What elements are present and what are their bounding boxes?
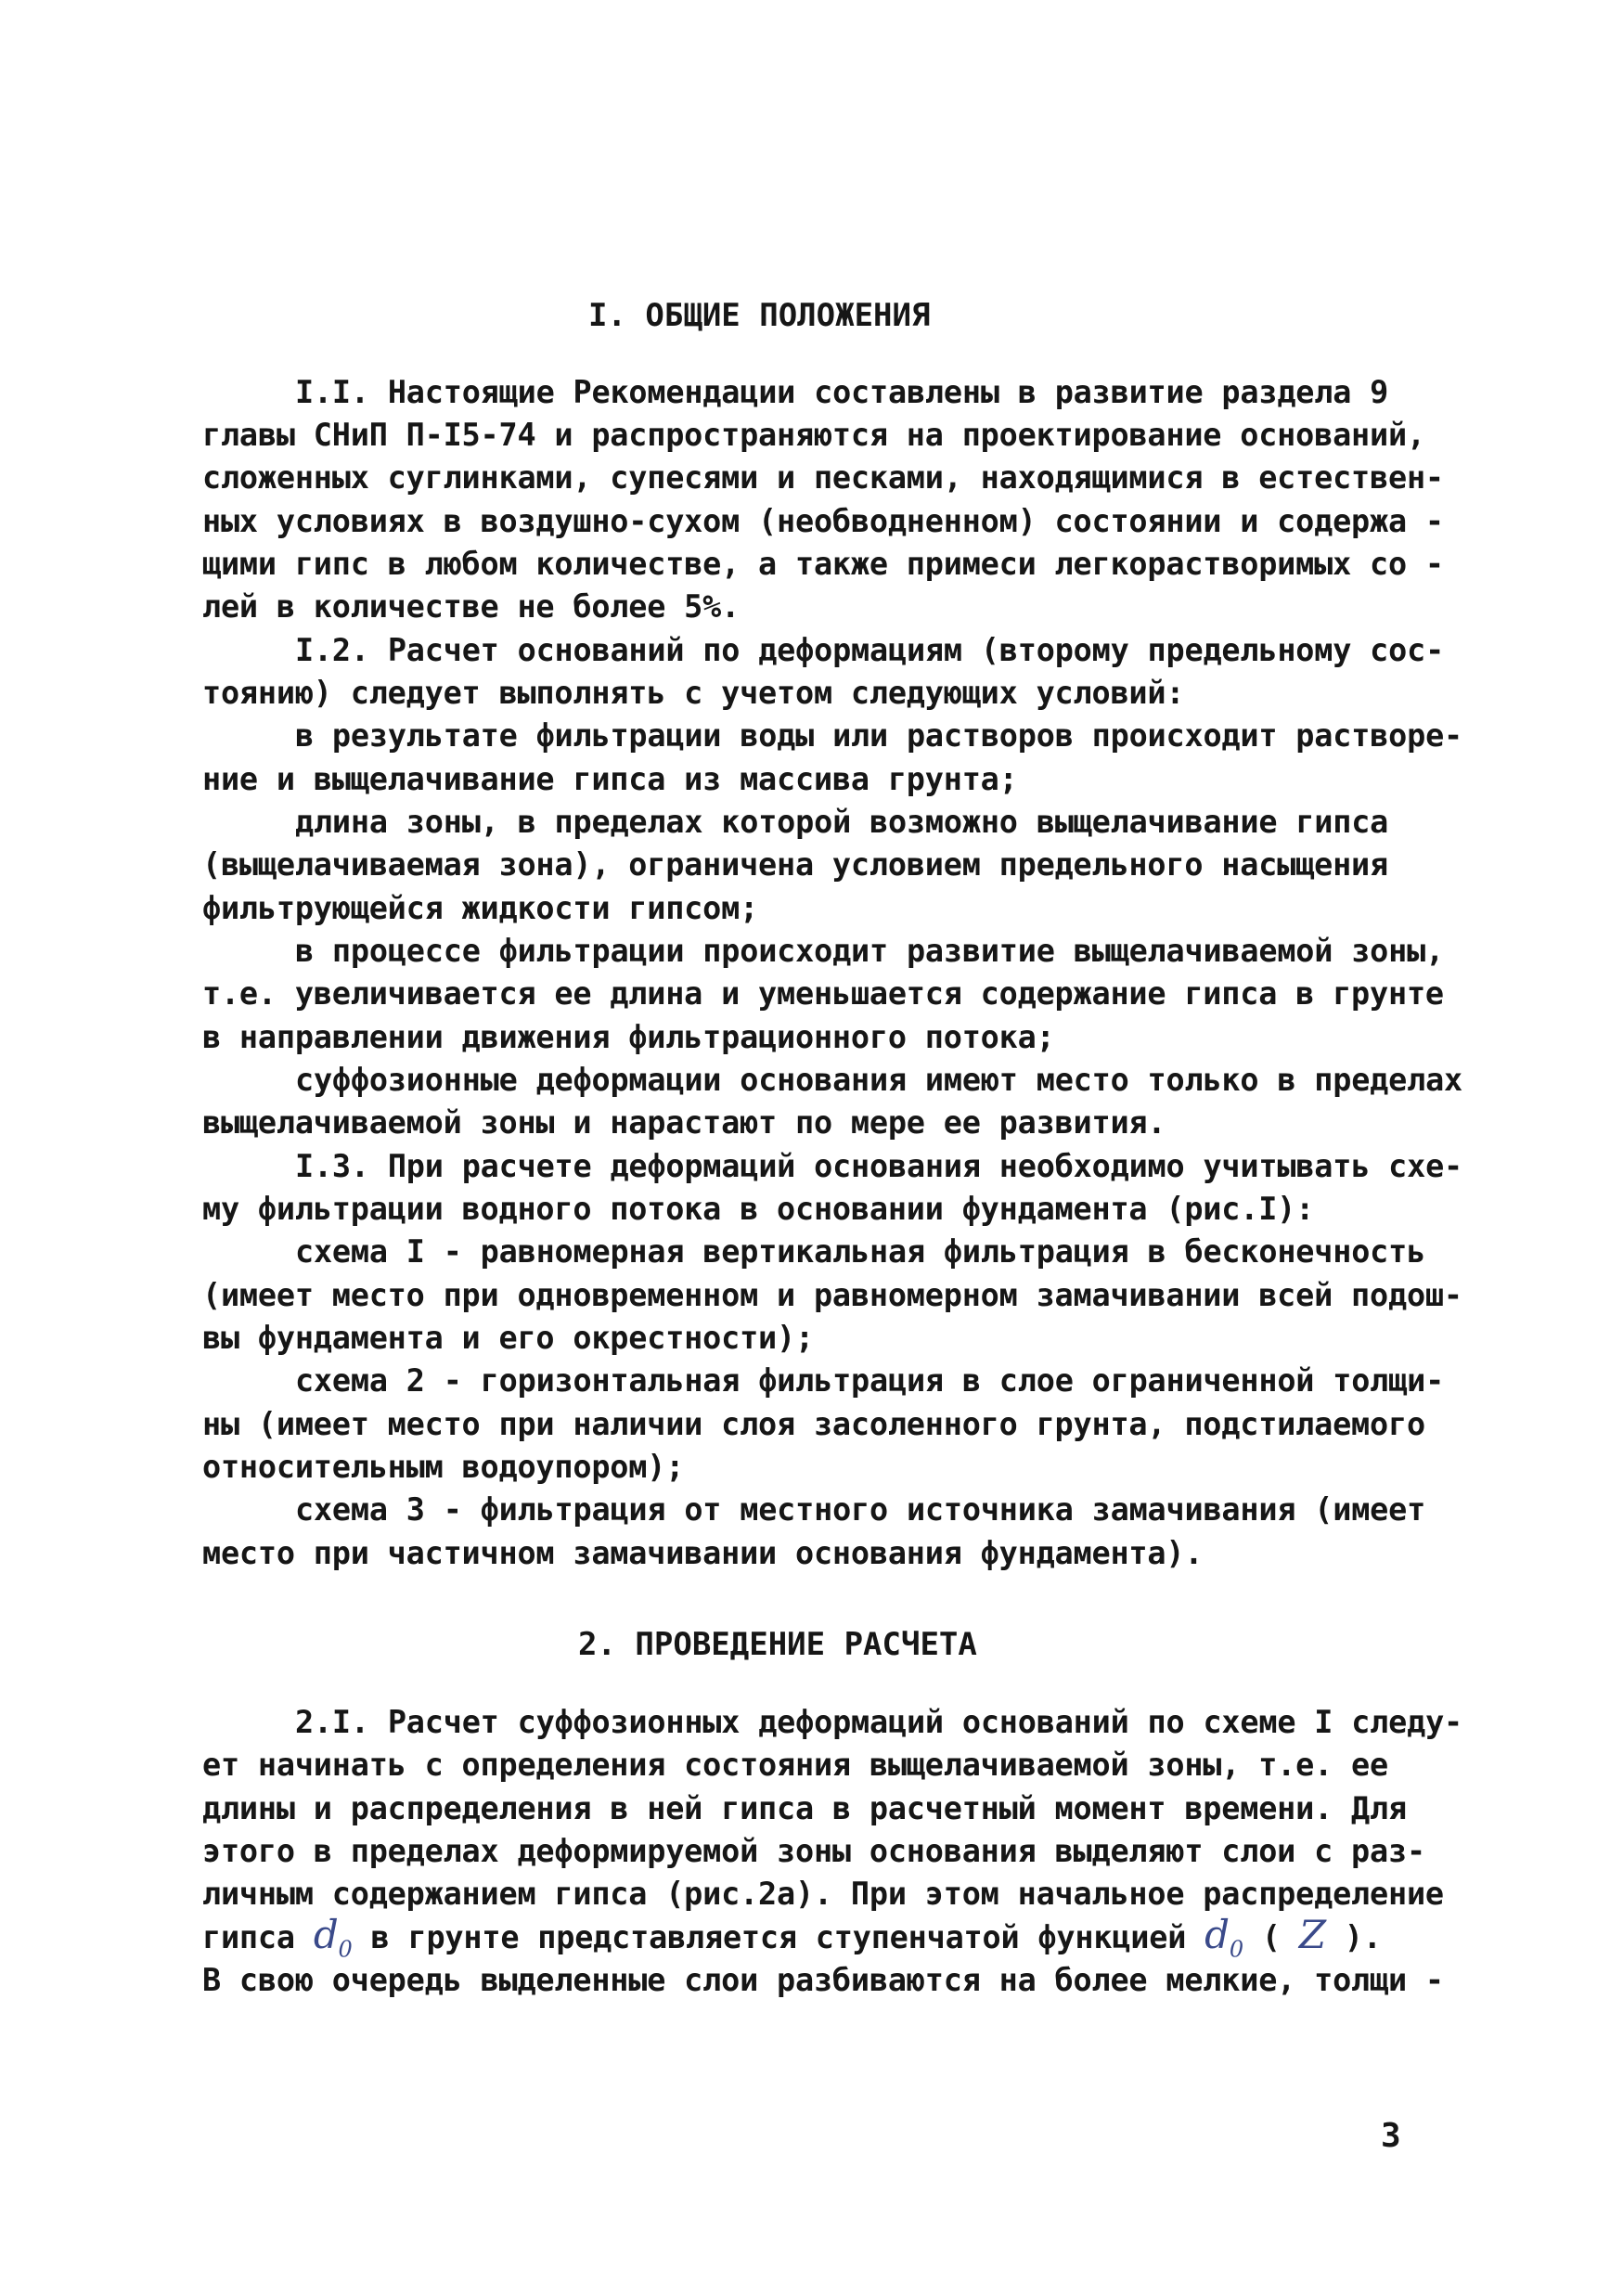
text-line: схема 2 - горизонтальная фильтрация в слое ограниченной толщи- [295, 1362, 1445, 1399]
text-line: ет начинать с определения состояния выщелачиваемой зоны, т.е. ее [202, 1747, 1388, 1783]
text-line: ние и выщелачивание гипса из массива грунта; [202, 761, 1018, 797]
formula-variable-z: Z [1298, 1912, 1326, 1957]
text-line: I.I. Настоящие Рекомендации составлены в развитие раздела 9 [295, 374, 1389, 410]
text-line: суффозионные деформации основания имеют место только в пределах [295, 1062, 1463, 1098]
text-line: т.е. увеличивается ее длина и уменьшается содержание гипса в грунте [202, 975, 1444, 1012]
text-line: сложенных суглинками, супесями и песками, находящимися в естествен- [202, 459, 1444, 496]
text-line: схема 3 - фильтрация от местного источника замачивания (имеет [295, 1491, 1426, 1528]
text-line: ных условиях в воздушно-сухом (необводненном) состоянии и содержа - [202, 503, 1444, 539]
text-line: относительным водоупором); [202, 1449, 685, 1485]
text-line: в процессе фильтрации происходит развитие выщелачиваемой зоны, [295, 933, 1445, 969]
text-line: ны (имеет место при наличии слоя засоленного грунта, подстилаемого [202, 1406, 1425, 1442]
text-line: личным содержанием гипса (рис.2а). При этом начальное распределение [202, 1876, 1444, 1912]
formula-text-middle: в грунте представляется ступенчатой функцией [370, 1919, 1187, 1955]
text-line: в направлении движения фильтрационного потока; [202, 1019, 1055, 1055]
text-line: длина зоны, в пределах которой возможно выщелачивание гипса [295, 804, 1389, 840]
text-line: тоянию) следует выполнять с учетом следующих условий: [202, 675, 1185, 711]
text-line: длины и распределения в ней гипса в расчетный момент времени. Для [202, 1790, 1407, 1826]
text-line: (имеет место при одновременном и равномерном замачивании всей подош- [202, 1277, 1462, 1313]
text-line: вы фундамента и его окрестности); [202, 1320, 814, 1356]
text-line: схема I - равномерная вертикальная фильтрация в бесконечность [295, 1233, 1426, 1270]
formula-paren-close: ). [1344, 1919, 1382, 1955]
section-2-heading: 2. ПРОВЕДЕНИЕ РАСЧЕТА [578, 1626, 977, 1663]
text-line: фильтрующейся жидкости гипсом; [202, 890, 759, 926]
section-1-heading: I. ОБЩИЕ ПОЛОЖЕНИЯ [588, 297, 931, 334]
text-line: лей в количестве не более 5%. [202, 588, 741, 625]
text-line: I.3. При расчете деформаций основания необходимо учитывать схе- [295, 1148, 1463, 1184]
formula-text-before: гипса [202, 1919, 295, 1955]
page-number: 3 [1381, 2117, 1401, 2155]
text-line: этого в пределах деформируемой зоны основания выделяют слои с раз- [202, 1833, 1425, 1869]
text-line: I.2. Расчет оснований по деформациям (второму предельному сос- [295, 632, 1445, 668]
text-line: 2.I. Расчет суффозионных деформаций оснований по схеме I следу- [295, 1704, 1463, 1740]
text-line: главы СНиП П-I5-74 и распространяются на проектирование оснований, [202, 417, 1425, 453]
text-line: в результате фильтрации воды или растворов происходит растворе- [295, 717, 1463, 754]
text-line: му фильтрации водного потока в основании фундамента (рис.I): [202, 1191, 1315, 1227]
text-line: выщелачиваемой зоны и нарастают по мере ее развития. [202, 1104, 1166, 1141]
formula-paren-open: ( [1261, 1919, 1281, 1955]
text-line: (выщелачиваемая зона), ограничена условием предельного насыщения [202, 846, 1388, 883]
text-line: место при частичном замачивании основания фундамента). [202, 1535, 1204, 1571]
formula-text-line [202, 1912, 1382, 1962]
text-line: щими гипс в любом количестве, а также примеси легкорастворимых со - [202, 546, 1444, 582]
formula-symbol-d0-function: $d_0$ [1204, 1912, 1243, 1963]
formula-symbol-d0: $d_0$ [313, 1912, 353, 1963]
text-line: В свою очередь выделенные слои разбиваются на более мелкие, толщи - [202, 1962, 1444, 1998]
